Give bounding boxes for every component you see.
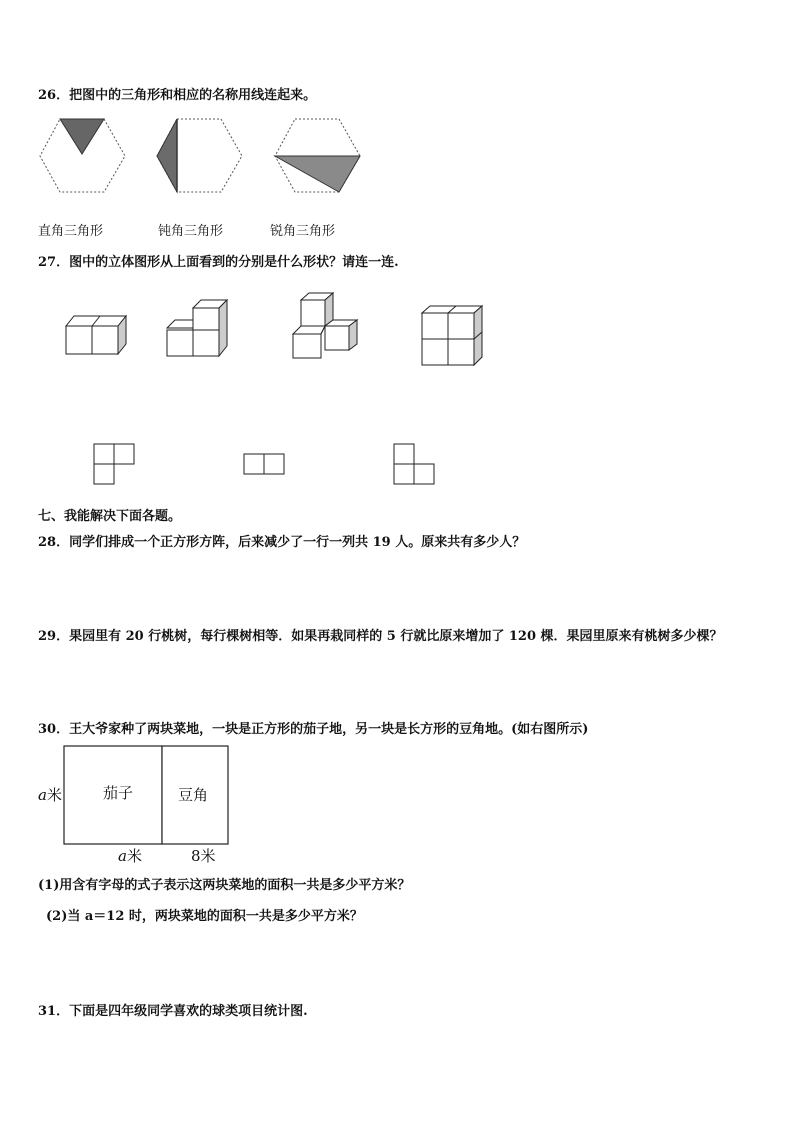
- hexagon-figure-2: [155, 116, 245, 196]
- bean-label: 豆角: [178, 786, 209, 804]
- question-27-text: 27．图中的立体图形从上面看到的分别是什么形状？请连一连.: [38, 255, 399, 270]
- question-26-text: 26．把图中的三角形和相应的名称用线连起来。: [38, 88, 317, 103]
- label-obtuse-triangle: 钝角三角形: [158, 224, 224, 239]
- solid-figure-3: [291, 292, 361, 360]
- label-right-triangle: 直角三角形: [38, 224, 104, 239]
- hexagon-figure-1: [38, 116, 128, 196]
- eggplant-label: 茄子: [103, 784, 134, 802]
- question-30-sub-2: (2)当 a＝12 时，两块菜地的面积一共是多少平方米？: [46, 909, 363, 924]
- question-31-text: 31．下面是四年级同学喜欢的球类项目统计图.: [38, 1004, 308, 1019]
- label-acute-triangle: 锐角三角形: [270, 224, 336, 239]
- section-7-heading: 七、我能解决下面各题。: [38, 509, 182, 524]
- question-28-text: 28．同学们排成一个正方形方阵，后来减少了一行一列共 19 人。原来共有多少人？: [38, 535, 526, 550]
- solid-figure-4: [420, 305, 484, 367]
- solid-figure-1: [64, 312, 128, 356]
- side-length-label: a米: [38, 786, 62, 804]
- hexagon-figure-3: [273, 116, 363, 196]
- question-29-text: 29．果园里有 20 行桃树，每行棵树相等．如果再栽同样的 5 行就比原来增加了 120 棵．果园里原来有桃树多少棵？: [38, 629, 723, 644]
- top-view-2: [243, 453, 287, 477]
- rect-width-label: 8米: [191, 847, 216, 865]
- top-view-3: [393, 443, 437, 487]
- solid-figure-2: [165, 298, 229, 358]
- bottom-length-label: a米: [118, 847, 142, 865]
- top-view-1: [93, 443, 137, 487]
- question-30-text: 30．王大爷家种了两块菜地，一块是正方形的茄子地，另一块是长方形的豆角地。(如右图所示): [38, 722, 589, 737]
- question-30-sub-1: (1)用含有字母的式子表示这两块菜地的面积一共是多少平方米？: [38, 878, 411, 893]
